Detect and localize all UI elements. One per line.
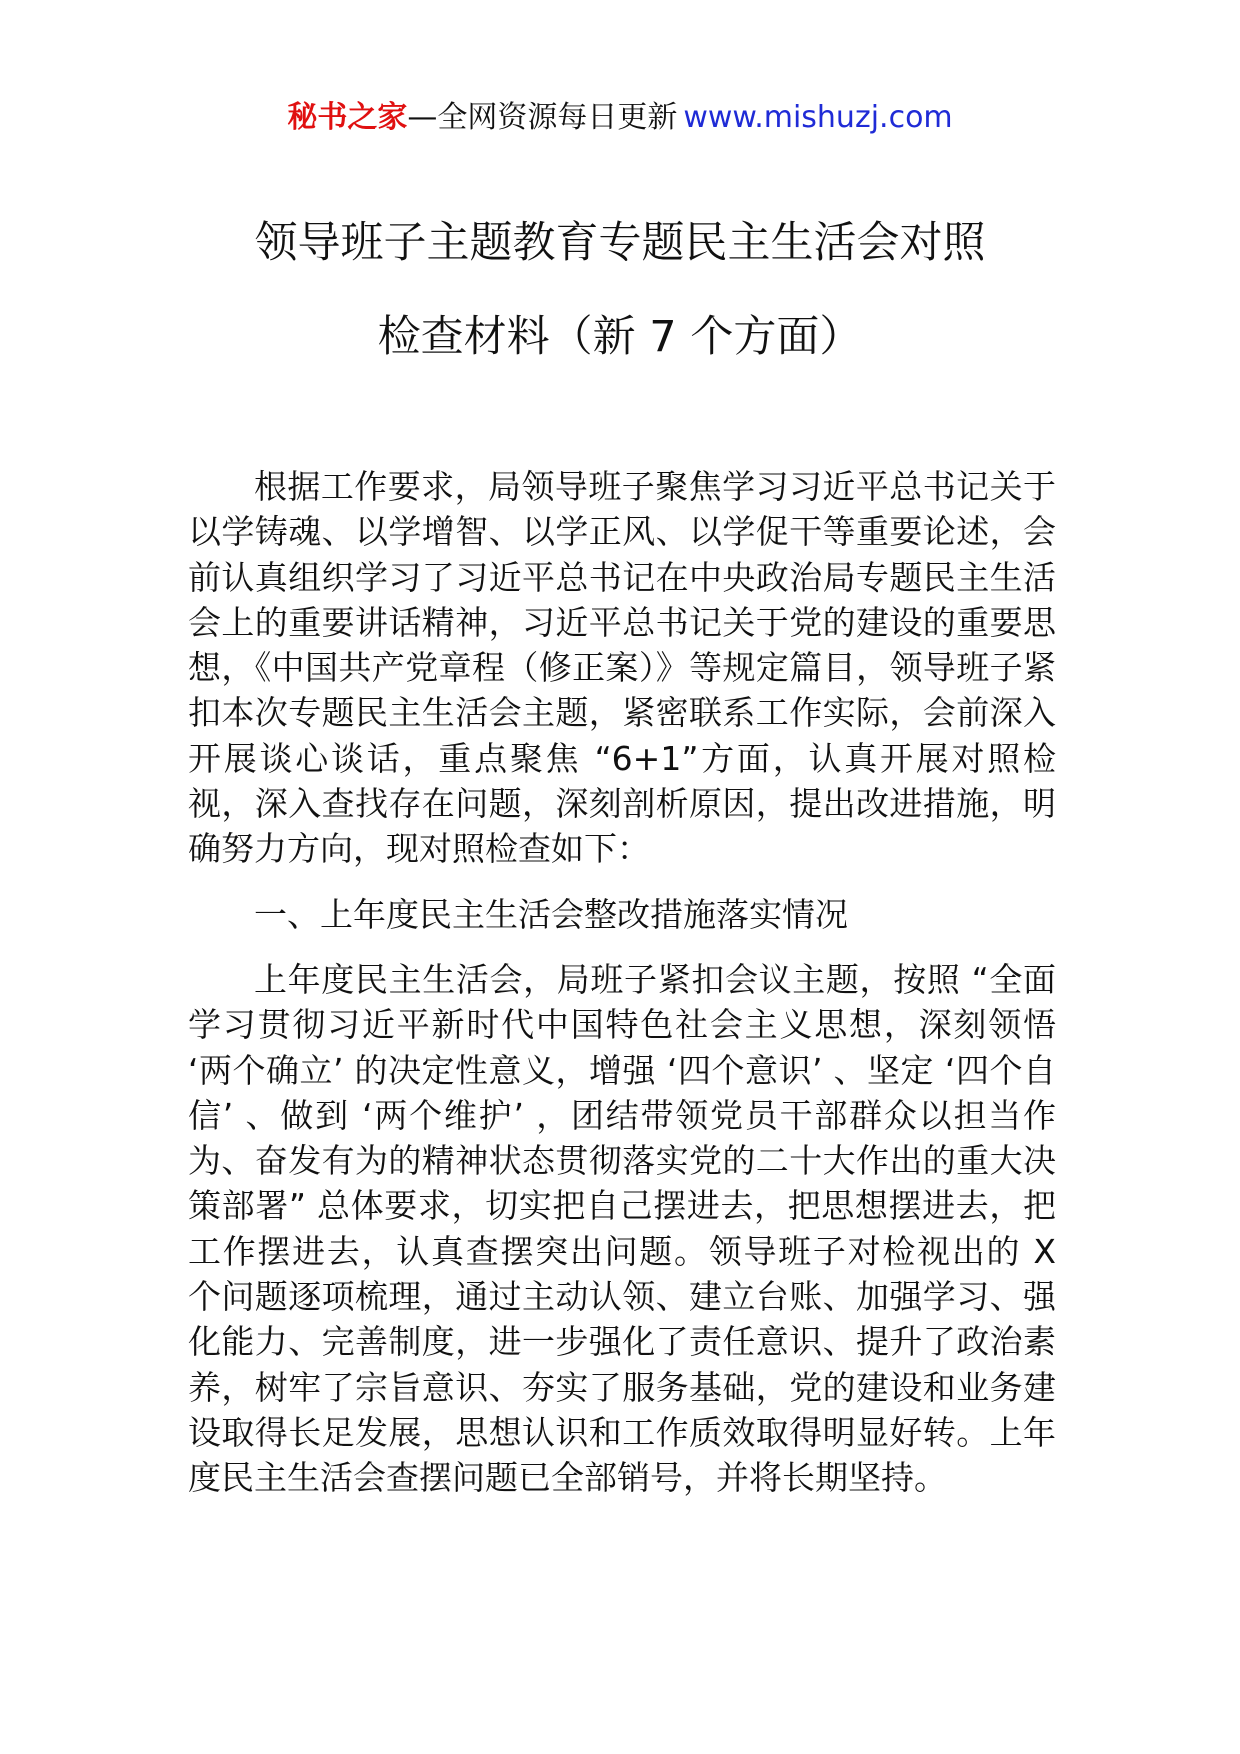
document-title — [150, 196, 1090, 384]
section-heading-1: 一、上年度民主生活会整改措施落实情况 — [254, 894, 848, 934]
site-url-link[interactable]: www.mishuzj.com — [683, 100, 953, 135]
document-body — [188, 464, 1056, 1501]
site-name: 秘书之家 — [287, 100, 408, 135]
site-slogan: —全网资源每日更新 — [407, 100, 678, 135]
body-paragraph-1: 根据工作要求，局领导班子聚焦学习习近平总书记关于以学铸魂、以学增智、以学正风、以学促干等重要论述，会前认真组织学习了习近平总书记在中央政治局专题民主生活会上的重要讲话精神，习近平总书记关于党的建设的重要思想，《中国共产党章程（修正案）》等规定篇目，领导班子紧扣本次专题民主生活会主题，紧密联系工作实际，会前深入开展谈心谈话，重点聚焦 “6+1”方面，认真开展对照检视，深入查找存在问题，深刻剖析原因，提出改进措施，明确努力方向，现对照检查如下： — [188, 467, 1056, 869]
title-line-2: 检查材料（新 7 个方面） — [377, 312, 863, 362]
body-paragraph-2: 上年度民主生活会，局班子紧扣会议主题，按照 “全面学习贯彻习近平新时代中国特色社会主义思想，深刻领悟 ‘两个确立’ 的决定性意义，增强 ‘四个意识’ 、坚定 ‘四个自信’ 、做到 ‘两个维护’ ，团结带领党员干部群众以担当作为、奋发有为的精神状态贯彻落实党的二十大作出的重大决策部署” 总体要求，切实把自己摆进去，把思想摆进去，把工作摆进去，认真查摆突出问题。领导班子对检视出的 X 个问题逐项梳理，通过主动认领、建立台账、加强学习、强化能力、完善制度，进一步强化了责任意识、提升了政治素养，树牢了宗旨意识、夯实了服务基础，党的建设和业务建设取得长足发展，思想认识和工作质效取得明显好转。上年度民主生活会查摆问题已全部销号，并将长期坚持。 — [188, 959, 1056, 1498]
title-line-1: 领导班子主题教育专题民主生活会对照 — [254, 218, 986, 268]
site-header — [0, 98, 1240, 138]
